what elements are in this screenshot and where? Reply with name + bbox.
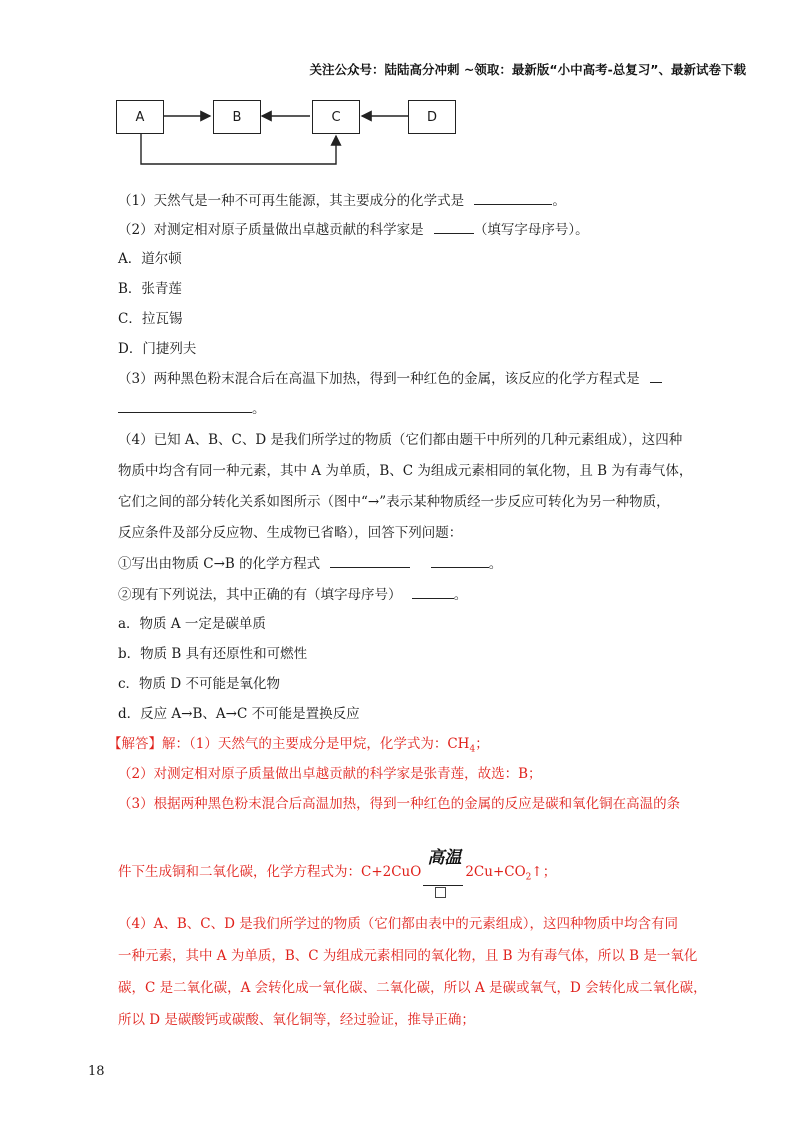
arrow-a-to-c: [141, 133, 336, 164]
question-3-cont: 。: [118, 398, 266, 419]
placeholder-box-icon: [435, 887, 446, 898]
question-4-line2: 物质中均含有同一种元素，其中 A 为单质，B、C 为组成元素相同的氧化物，且 B 为有毒气体，: [118, 463, 693, 479]
answer-4-line2: 一种元素，其中 A 为单质，B、C 为组成元素相同的氧化物，且 B 为有毒气体，所以 B 是一氧化: [118, 948, 698, 964]
answer-blank[interactable]: [431, 553, 489, 568]
box-d: D: [408, 100, 456, 134]
question-4-line1: （4）已知 A、B、C、D 是我们所学过的物质（它们都由题干中所列的几种元素组成），这四种: [118, 432, 683, 448]
answer-blank[interactable]: [412, 584, 454, 599]
question-1: （1）天然气是一种不可再生能源，其主要成分的化学式是 。: [118, 190, 566, 211]
answer-blank[interactable]: [474, 190, 552, 205]
answer-3-line1: （3）根据两种黑色粉末混合后高温加热，得到一种红色的金属的反应是碳和氧化铜在高温的条: [118, 796, 681, 812]
answer-4-line1: （4）A、B、C、D 是我们所学过的物质（它们都由表中的元素组成），这四种物质中均含有同: [118, 916, 678, 932]
answer-blank[interactable]: [650, 368, 662, 383]
answer-label: 【解答】: [108, 736, 162, 752]
answer-blank[interactable]: [118, 398, 252, 413]
answer-4-line4: 所以 D 是碳酸钙或碳酸、氧化铜等，经过验证，推导正确；: [118, 1012, 475, 1028]
answer-3-line2: 件下生成铜和二氧化碳，化学方程式为：C+2CuO 高温 $2Cu+CO_2↑$；: [118, 862, 556, 888]
option-d: D．门捷列夫: [118, 341, 197, 357]
answer-1: 【解答】解：（1）天然气的主要成分是甲烷，化学式为：$CH_4$；: [108, 736, 489, 755]
question-4-sub2: ②现有下列说法，其中正确的有（填字母序号） 。: [118, 584, 467, 605]
question-2: （2）对测定相对原子质量做出卓越贡献的科学家是 （填写字母序号）。: [118, 219, 589, 240]
statement-d: d．反应 A→B、A→C 不可能是置换反应: [118, 706, 360, 722]
statement-c: c．物质 D 不可能是氧化物: [118, 676, 280, 692]
question-4-sub1: ①写出由物质 C→B 的化学方程式 。: [118, 553, 502, 574]
box-c: C: [312, 100, 360, 134]
statement-b: b．物质 B 具有还原性和可燃性: [118, 646, 308, 662]
relation-diagram: [110, 92, 470, 172]
question-4-line4: 反应条件及部分反应物、生成物已省略），回答下列问题：: [118, 525, 463, 541]
answer-blank[interactable]: [434, 219, 474, 234]
question-4-line3: 它们之间的部分转化关系如图所示（图中“→”表示某种物质经一步反应可转化为另一种物质，: [118, 494, 670, 510]
option-c: C．拉瓦锡: [118, 311, 183, 327]
option-a: A．道尔顿: [118, 251, 182, 267]
answer-4-line3: 碳，C 是二氧化碳，A 会转化成一氧化碳、二氧化碳，所以 A 是碳或氧气，D 会转化成二氧化碳，: [118, 980, 707, 996]
answer-blank[interactable]: [330, 553, 410, 568]
box-a: A: [116, 100, 164, 134]
page-header: 关注公众号：陆陆高分冲刺 ~领取：最新版“小中高考-总复习”、最新试卷下载: [309, 62, 746, 77]
high-temp-condition: 高温: [421, 868, 465, 888]
question-3: （3）两种黑色粉末混合后在高温下加热，得到一种红色的金属，该反应的化学方程式是: [118, 368, 662, 389]
answer-2: （2）对测定相对原子质量做出卓越贡献的科学家是张青莲，故选：B；: [118, 766, 542, 782]
statement-a: a．物质 A 一定是碳单质: [118, 616, 266, 632]
option-b: B．张青莲: [118, 281, 182, 297]
box-b: B: [213, 100, 261, 134]
page-number: 18: [88, 1064, 105, 1079]
